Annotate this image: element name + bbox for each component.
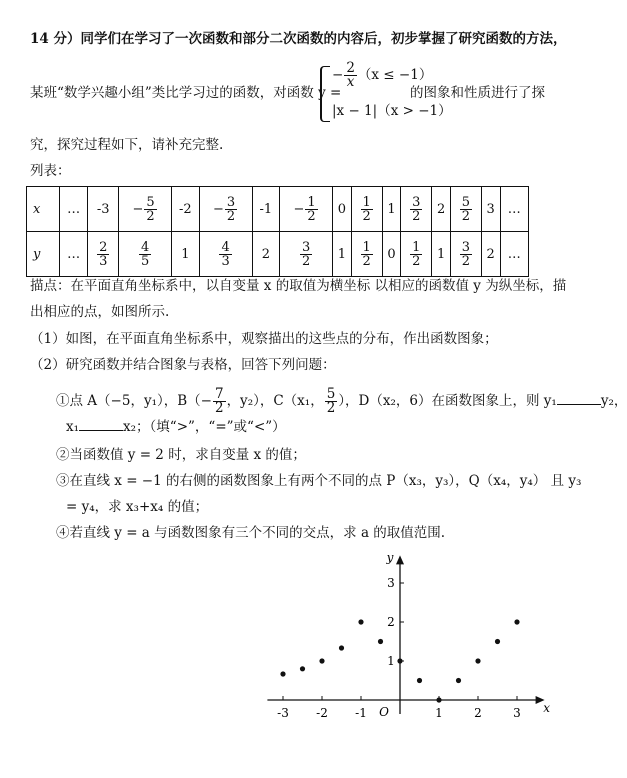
data-point [475,658,480,663]
x-tick-label: 3 [513,706,521,720]
y-tick-label: 2 [387,615,395,629]
data-point [300,666,305,671]
y-value-cell: $\frac{1}{2}$ [351,232,382,277]
y-value-cell: 0 [382,232,401,277]
question-2-1-cont: x₁ x₂；（填“>”，“=”或“<”） [66,419,286,435]
x-value-cell: 0 [333,187,352,232]
data-point [319,658,324,663]
data-point [378,639,383,644]
x-value-cell: $\frac{5}{2}$ [450,187,481,232]
question-2-2: ②当函数值 y = 2 时，求自变量 x 的值； [56,447,306,463]
y-value-cell: 1 [172,232,200,277]
x-tick-label: -3 [277,706,289,720]
piecewise-brace [320,66,330,122]
y-value-cell: … [60,232,88,277]
question-2: （2）研究函数并结合图象与表格，回答下列问题： [30,357,336,373]
intro-line-4: 列表： [30,163,71,179]
x-value-cell: $\frac{1}{2}$ [351,187,382,232]
y-row-label: y [27,232,60,277]
data-point [495,639,500,644]
y-tick-label: 3 [387,576,395,590]
data-point [514,619,519,624]
y-value-cell: 1 [333,232,352,277]
data-point [397,658,402,663]
y-value-cell: $\frac{4}{3}$ [199,232,252,277]
x-tick-label: -2 [316,706,328,720]
data-point [417,678,422,683]
data-point [280,671,285,676]
question-2-3: ③在直线 x = −1 的右侧的函数图象上有两个不同的点 P（x₃，y₃），Q（x₄，y₄） 且 y₃ [56,473,582,489]
y-value-cell: $\frac{3}{2}$ [450,232,481,277]
x-value-cell: … [60,187,88,232]
y-value-cell: $\frac{1}{2}$ [401,232,432,277]
intro-line-1: 14 分）同学们在学习了一次函数和部分二次函数的内容后，初步掌握了研究函数的方法， [30,31,567,47]
question-2-3-cont: = y₄，求 x₃+x₄ 的值； [66,499,209,515]
question-1: （1）如图，在平面直角坐标系中，观察描出的这些点的分布，作出函数图象； [30,331,498,347]
x-tick-label: -1 [355,706,367,720]
coordinate-graph [258,548,548,728]
y-value-cell: $\frac{3}{2}$ [280,232,333,277]
x-tick-label: 1 [435,706,443,720]
answer-blank-1[interactable] [557,404,601,405]
y-value-cell: 1 [432,232,451,277]
x-axis-label: x [543,701,550,715]
x-value-cell: − $\frac{3}{2}$ [199,187,252,232]
x-value-cell: 3 [481,187,500,232]
y-value-cell: 2 [252,232,280,277]
desc-line-1: 描点：在平面直角坐标系中，以自变量 x 的取值为横坐标 以相应的函数值 y 为纵坐标，描 [30,278,567,294]
x-value-cell: − $\frac{5}{2}$ [119,187,172,232]
data-point [339,645,344,650]
y-axis-arrow [396,555,404,564]
data-point [358,619,363,624]
x-value-cell: $\frac{3}{2}$ [401,187,432,232]
x-row-label: x [27,187,60,232]
x-value-cell: -1 [252,187,280,232]
x-value-cell: 2 [432,187,451,232]
x-value-cell: -3 [88,187,119,232]
x-value-cell: -2 [172,187,200,232]
question-2-4: ④若直线 y = a 与函数图象有三个不同的交点，求 a 的取值范围. [56,525,446,541]
x-value-cell: … [500,187,528,232]
intro-line-3: 究，探究过程如下，请补充完整. [30,137,224,153]
x-row [27,187,529,232]
y-value-cell: $\frac{2}{3}$ [88,232,119,277]
origin-label: O [379,705,389,719]
x-value-cell: − $\frac{1}{2}$ [280,187,333,232]
y-value-cell: 2 [481,232,500,277]
y-row [27,232,529,277]
x-tick-label: 2 [474,706,482,720]
data-point [436,697,441,702]
y-value-cell: $\frac{4}{5}$ [119,232,172,277]
y-axis-label: y [386,550,394,565]
intro-line-2b: 的图象和性质进行了探 [410,85,545,101]
intro-line-2a: 某班“数学兴趣小组”类比学习过的函数，对函数 y = [30,85,342,101]
data-point [456,678,461,683]
piece-2: |x − 1|（x > −1） [332,103,452,119]
answer-blank-2[interactable] [79,430,123,431]
y-tick-label: 1 [387,654,395,668]
piece-1: − $\frac{2}{x}$ （x ≤ −1） [332,60,433,90]
value-table [26,186,529,277]
question-2-1: ①点 A（−5，y₁），B（− $\frac{7}{2}$ ，y₂），C（x₁， $\frac{5}{2}$ ），D（x₂，6）在函数图象上，则 y₁ y₂， [56,386,627,416]
desc-line-2: 出相应的点，如图所示. [30,304,170,320]
x-value-cell: 1 [382,187,401,232]
y-value-cell: … [500,232,528,277]
